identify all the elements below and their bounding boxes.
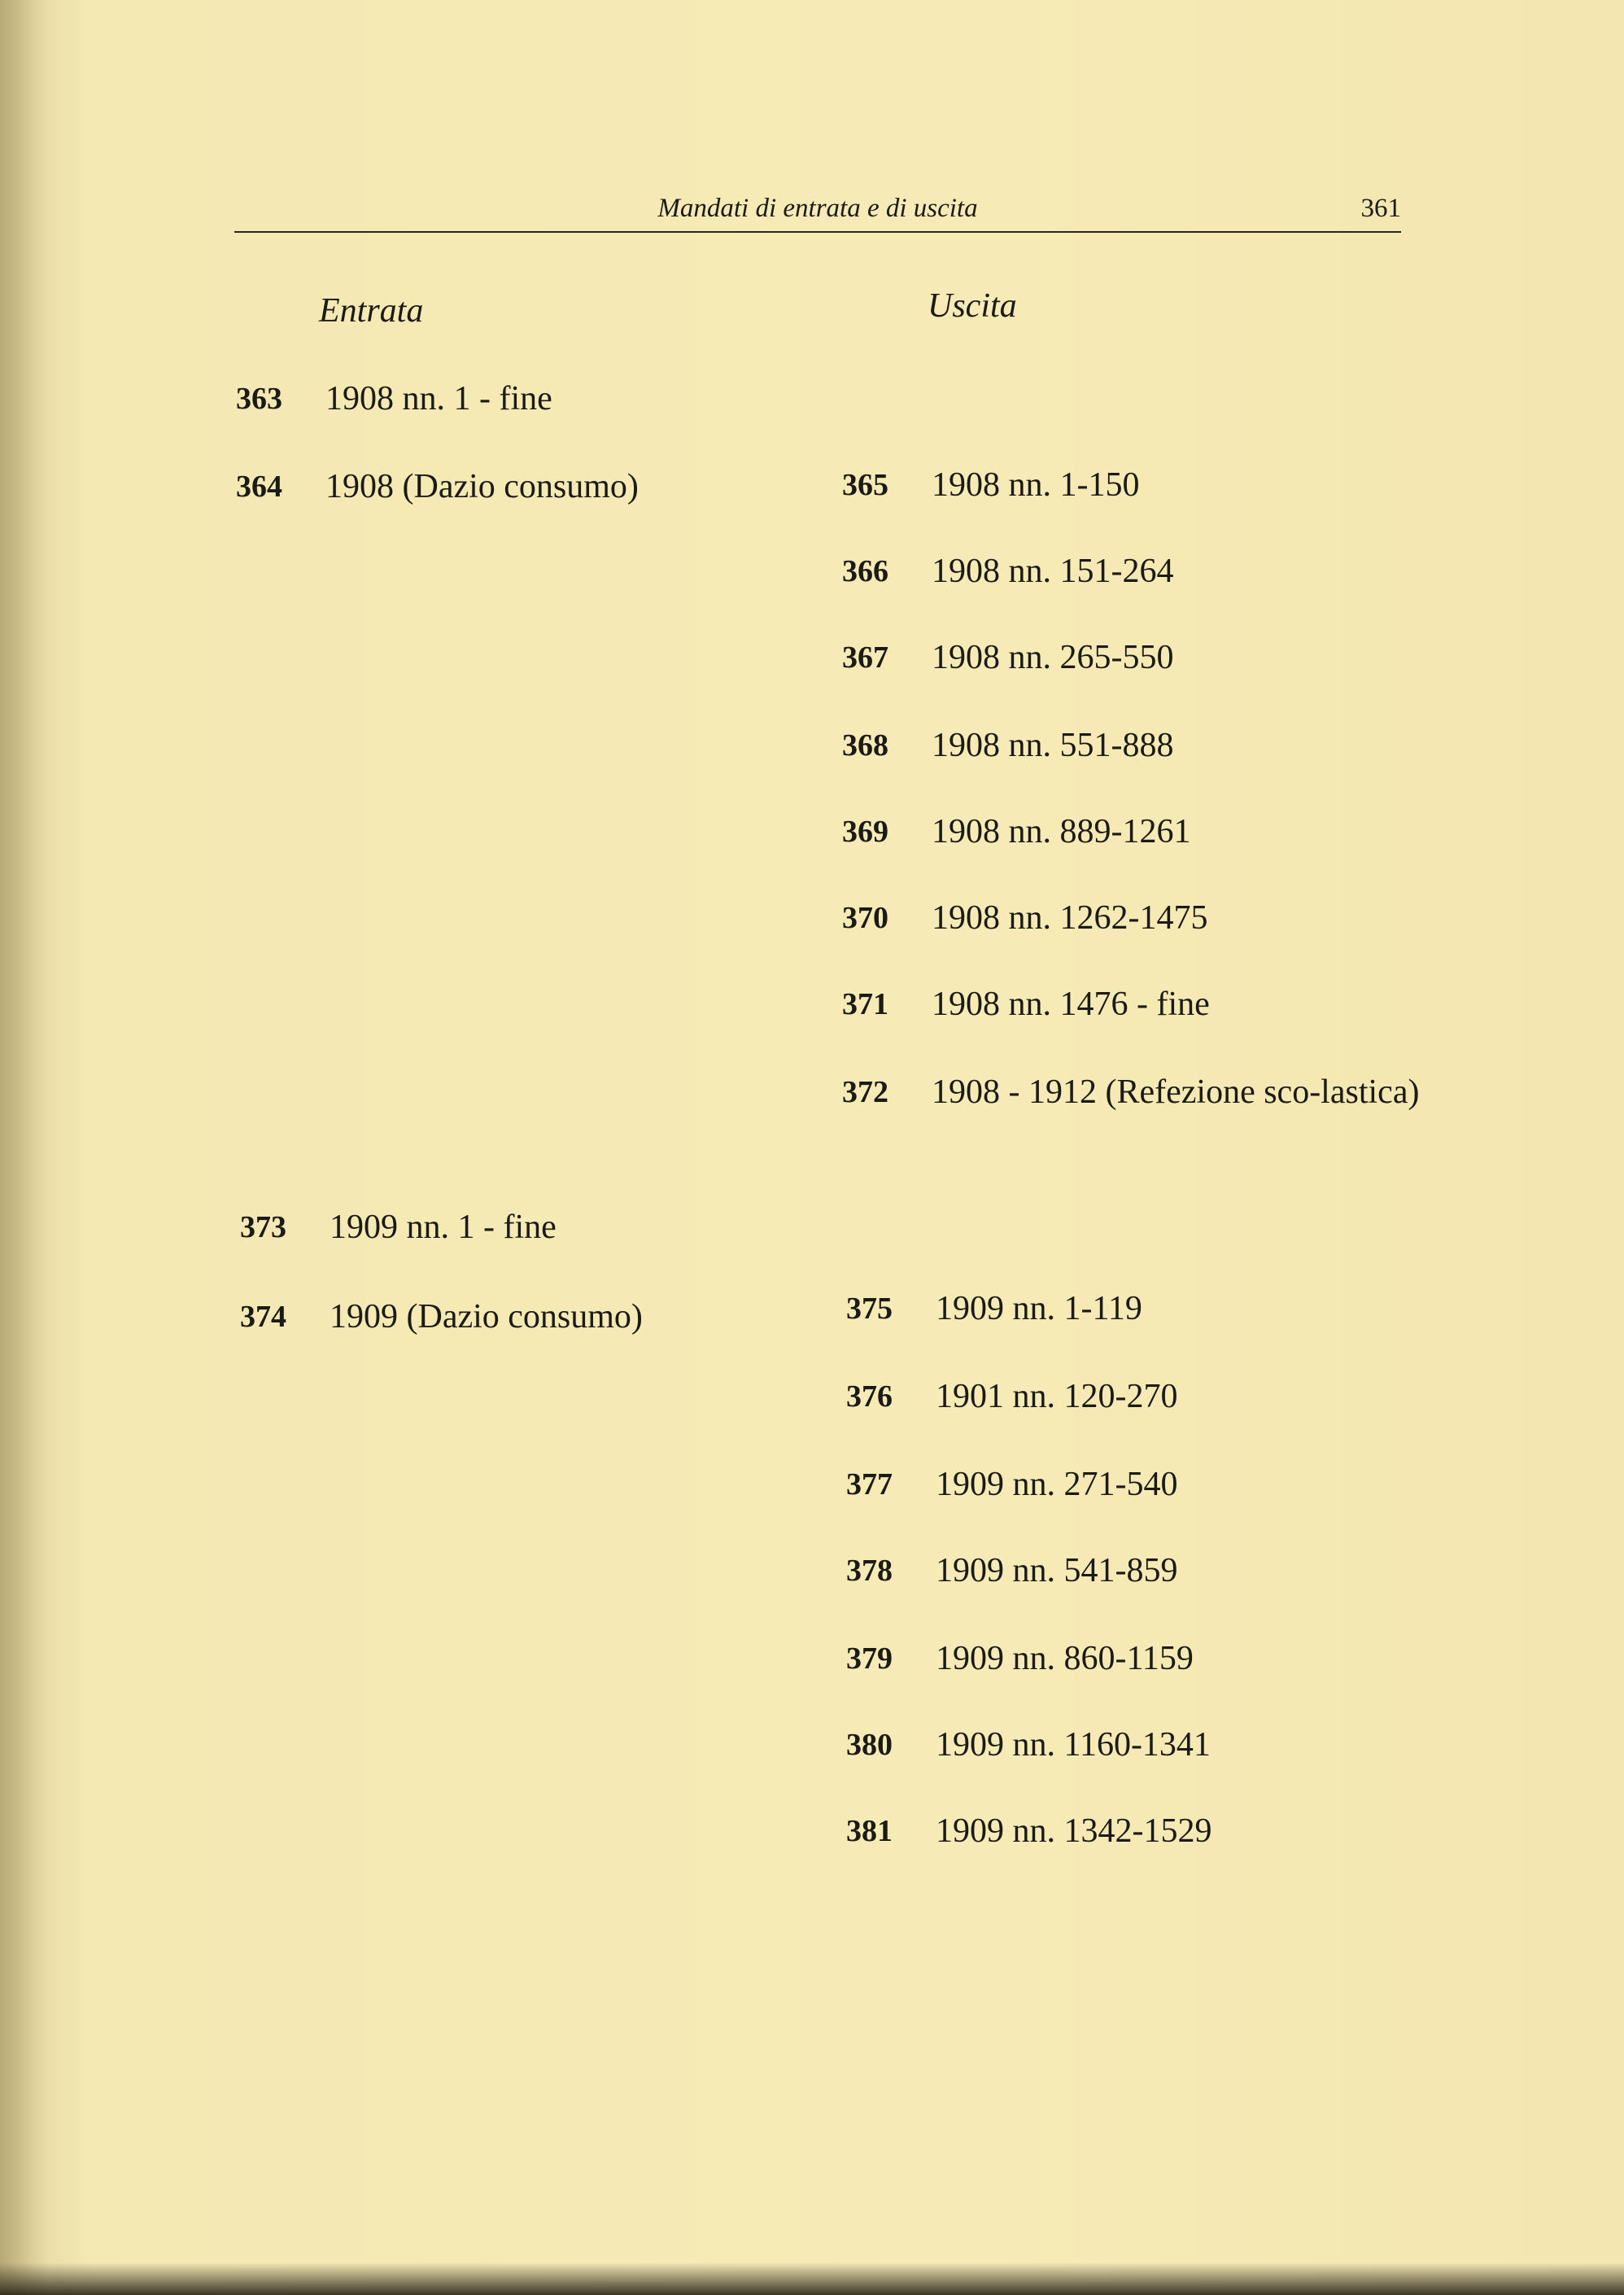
entry-description: 1901 nn. 120-270 [936,1378,1178,1415]
entry-description: 1909 nn. 1-119 [936,1290,1142,1327]
entry-description: 1908 nn. 551-888 [932,727,1174,764]
entry-number: 381 [846,1814,893,1848]
entry-description: 1908 nn. 889-1261 [932,813,1191,850]
header-title: Mandati di entrata e di uscita [657,194,978,223]
entry-description: 1908 - 1912 (Refezione sco-lastica) [932,1073,1420,1111]
entry-number: 370 [842,901,888,935]
entry-number: 373 [240,1210,286,1244]
entry-description: 1908 nn. 1476 - fine [932,986,1210,1023]
entry-description: 1909 nn. 271-540 [936,1466,1178,1503]
entry-number: 380 [846,1728,893,1762]
uscita-heading: Uscita [928,287,1017,325]
entry-description: 1909 nn. 541-859 [936,1552,1178,1589]
entry-number: 376 [846,1379,893,1414]
entry-number: 369 [842,815,888,849]
entry-description: 1909 nn. 1 - fine [330,1209,557,1246]
entry-description: 1908 (Dazio consumo) [325,468,639,505]
page-bottom-edge [0,2262,1624,2295]
entry-number: 366 [842,554,888,588]
entry-description: 1909 (Dazio consumo) [330,1298,643,1335]
running-header [234,189,1401,230]
entry-number: 377 [846,1467,893,1502]
header-rule [234,231,1401,233]
entry-description: 1908 nn. 151-264 [932,553,1174,590]
entry-number: 367 [842,640,888,675]
entry-number: 372 [842,1075,888,1109]
entry-description: 1908 nn. 265-550 [932,639,1174,676]
spine-shadow [0,0,49,2295]
entry-number: 368 [842,728,888,763]
entry-number: 364 [236,470,282,504]
entry-description: 1909 nn. 1342-1529 [936,1812,1212,1850]
entry-number: 363 [236,382,282,416]
entry-description: 1909 nn. 1160-1341 [936,1726,1211,1764]
entry-number: 379 [846,1641,893,1676]
entry-number: 365 [842,468,888,502]
entry-number: 375 [846,1292,893,1326]
entry-number: 378 [846,1554,893,1588]
entry-number: 374 [240,1300,286,1334]
entry-number: 371 [842,987,888,1021]
entry-description: 1908 nn. 1-150 [932,466,1140,504]
entrata-heading: Entrata [319,292,424,330]
entry-description: 1908 nn. 1262-1475 [932,899,1208,937]
entry-description: 1908 nn. 1 - fine [325,380,552,417]
page-number: 361 [1360,194,1401,223]
entry-description: 1909 nn. 860-1159 [936,1640,1194,1677]
